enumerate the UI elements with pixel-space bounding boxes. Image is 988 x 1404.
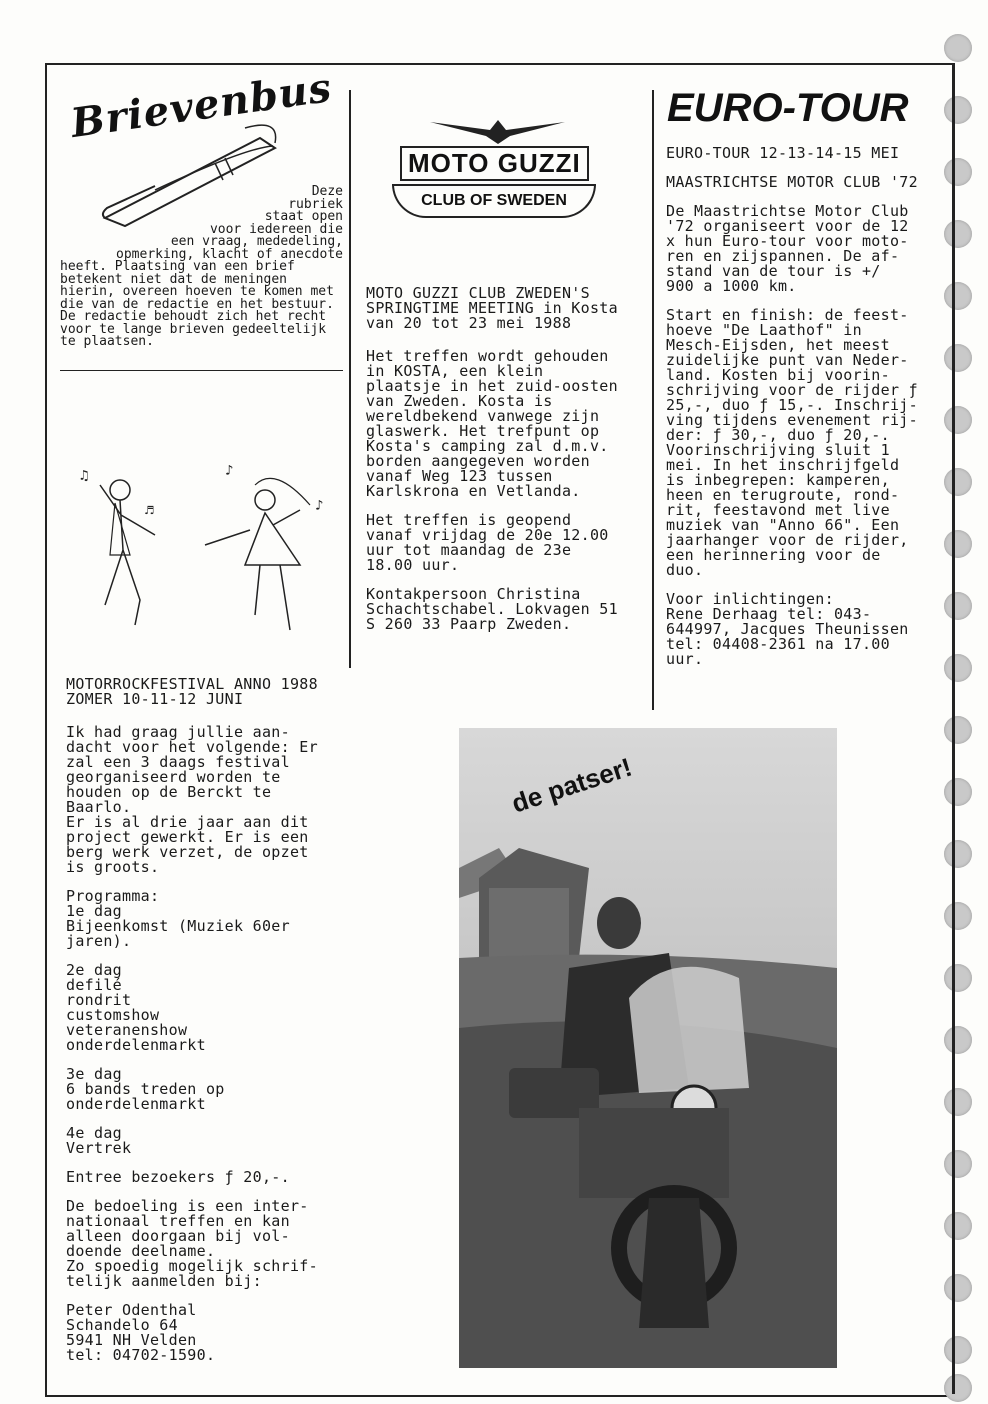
binding-edge [952,64,955,1394]
eurotour-details: Start en finish: de feest- hoeve "De Laathof" in Mesch-Eijsden, het meest zuidelijke punt van Neder- land. Kosten bij voorin- schrijving voor de rijder ƒ 25,-, duo ƒ 15,-. Inschrij- ving tijdens evenement rij- der: ƒ 30,-, duo ƒ 20,-. Voorinschrijving sluit 1 mei. In het inschrijfgeld is inbegrepen: kamperen, heen en terugroute, rond- rit, feestavond met live muziek van "Anno 66". Een jaarhanger voor de rijder, een herinnering voor de duo. [666,306,918,579]
motorrock-heading: MOTORROCKFESTIVAL ANNO 1988 ZOMER 10-11-12 JUNI [66,675,318,708]
motorrock-registration: De bedoeling is een inter- nationaal treffen en kan alleen doorgaan bij vol- doende deelname. Zo spoedig mogelijk schrif- telijk aanmelden bij: [66,1197,318,1290]
guzzi-contact: Kontakpersoon Christina Schachtschabel. Lokvagen 51 S 260 33 Paarp Zweden. [366,585,618,633]
club-of-sweden-banner: CLUB OF SWEDEN [392,184,596,218]
motorrock-day2: 2e dag defilé rondrit customshow veteranenshow onderdelenmarkt [66,961,206,1054]
moto-guzzi-wordmark: MOTO GUZZI [400,146,589,181]
eurotour-info: Voor inlichtingen: Rene Derhaag tel: 043- 644997, Jacques Theunissen tel: 04408-2361 na 17.00 uur. [666,590,909,668]
motorrock-intro: Ik had graag jullie aan- dacht voor het volgende: Er zal een 3 daags festival georganiseerd worden te houden op de Berckt te Baarlo. Er is al drie jaar aan dit project gewerkt. Er is een berg werk verzet, de opzet is groots. [66,723,318,876]
photo-caption: de patser! [508,751,636,819]
binding-holes [940,34,980,1404]
motorcycle-photo [459,728,837,1368]
brievenbus-rule [60,370,343,371]
column-divider-1 [349,90,351,668]
column-divider-2 [652,90,654,710]
eurotour-intro: De Maastrichtse Motor Club '72 organiseert voor de 12 x hun Euro-tour voor moto- ren en zijspannen. De af- stand van de tour is +/ 900 a 1000 km. [666,202,909,295]
brievenbus-title: Brievenbus [68,63,335,148]
eurotour-dates: EURO-TOUR 12-13-14-15 MEI [666,144,900,162]
svg-text:♪: ♪ [315,498,324,514]
brievenbus-intro [60,186,343,349]
motorrock-day4: 4e dag Vertrek [66,1124,132,1157]
eurotour-club: MAASTRICHTSE MOTOR CLUB '72 [666,173,918,191]
motorrock-column [66,677,342,1377]
guzzi-heading: MOTO GUZZI CLUB ZWEDEN'S SPRINGTIME MEETING in Kosta van 20 tot 23 mei 1988 [366,284,618,332]
brievenbus-intro-left: heeft. Plaatsing van een brief betekent niet dat de meningen hierin, overeen hoeven te komen met die van de redactie en het bestuur. De redactie behoudt zich het recht voor te lange brieven gedeeltelijk te plaatsen. [60,259,334,349]
svg-text:♬: ♬ [145,503,154,519]
eurotour-column [666,146,940,681]
motorrock-day3: 3e dag 6 bands treden op onderdelenmarkt [66,1065,225,1113]
motorrock-program: Programma: 1e dag Bijeenkomst (Muziek 60er jaren). [66,887,290,950]
motorcycle-rider-image [459,728,837,1368]
eurotour-title: EURO-TOUR [667,86,909,130]
motorrock-contact: Peter Odenthal Schandelo 64 5941 NH Velden tel: 04702-1590. [66,1301,216,1364]
guzzi-dates: Het treffen is geopend vanaf vrijdag de 20e 12.00 uur tot maandag de 23e 18.00 uur. [366,511,609,574]
guzzi-location: Het treffen wordt gehouden in KOSTA, een klein plaatsje in het zuid-oosten van Zweden. Kosta is wereldbekend vanwege zijn glaswerk. Het trefpunt op Kosta's camping zal d.m.v. borden aangegeven worden vanaf Weg 123 tussen Karlskrona en Vetlanda. [366,347,618,500]
moto-guzzi-logo [370,112,625,227]
svg-text:♫: ♫ [80,468,89,484]
svg-text:♪: ♪ [225,463,234,479]
motorrock-entree: Entree bezoekers ƒ 20,-. [66,1168,290,1186]
brievenbus-intro-right: Deze rubriek staat open voor iedereen die een vraag, mededeling, opmerking, klacht of anecdote [116,184,343,262]
guzzi-column [366,286,646,646]
dancers-illustration [75,455,335,645]
